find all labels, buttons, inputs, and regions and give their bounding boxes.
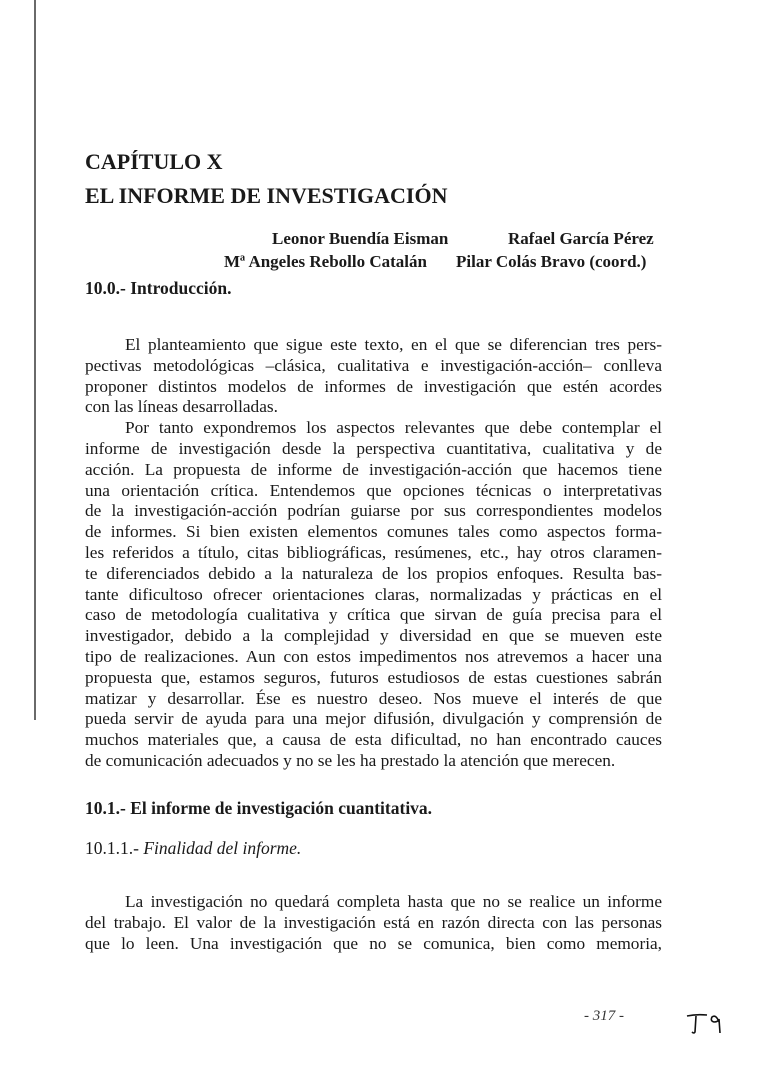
author-name: Mª Angeles Rebollo Catalán xyxy=(224,252,427,271)
handwritten-t9-icon xyxy=(686,1012,726,1038)
text-line: del trabajo. El valor de la investigación está en razón directa con las personas xyxy=(85,912,662,932)
text-line: proponer distintos modelos de informes de investigación que estén acordes xyxy=(85,376,662,396)
scan-edge-line xyxy=(34,0,36,720)
text-line: de la investigación-acción podrían guiarse por sus correspondientes modelos xyxy=(85,501,662,521)
text-line: que lo leen. Una investigación que no se comunica, bien como memoria, xyxy=(85,933,662,953)
text-line: tipo de realizaciones. Aun con estos impedimentos nos atrevemos a hacer una xyxy=(85,646,662,666)
text-line: Por tanto expondremos los aspectos relevantes que debe contemplar el xyxy=(125,418,662,438)
subsection-heading xyxy=(85,837,301,859)
chapter-title: EL INFORME DE INVESTIGACIÓN xyxy=(85,183,448,208)
author-name: Pilar Colás Bravo (coord.) xyxy=(456,252,647,271)
text-line: investigador, debido a la complejidad y diversidad en que se mueven este xyxy=(85,626,662,646)
text-line: El planteamiento que sigue este texto, en el que se diferencian tres pers- xyxy=(125,335,662,354)
author-name: Rafael García Pérez xyxy=(508,229,654,248)
text-line: informe de investigación desde la perspectiva cuantitativa, cualitativa y de xyxy=(85,438,662,458)
page-number: - 317 - xyxy=(584,1008,624,1024)
text-line: una orientación crítica. Entendemos que opciones técnicas o interpretativas xyxy=(85,480,662,500)
text-line: con las líneas desarrolladas. xyxy=(85,397,278,417)
text-line: de comunicación adecuados y no se les ha prestado la atención que merecen. xyxy=(85,750,616,770)
text-line: matizar y desarrollar. Ése es nuestro deseo. Nos mueve el interés de que xyxy=(85,688,662,708)
text-line: tante dificultoso ofrecer orientaciones claras, normalizadas y prácticas en el xyxy=(85,584,662,604)
text-line: les referidos a título, citas bibliográficas, resúmenes, etc., hay otros claramen- xyxy=(85,542,662,562)
text-line: de informes. Si bien existen elementos comunes tales como aspectos forma- xyxy=(85,522,662,542)
section-heading-intro: 10.0.- Introducción. xyxy=(85,278,232,298)
text-line: acción. La propuesta de informe de investigación-acción que hacemos tiene xyxy=(85,459,662,479)
intro-body xyxy=(85,335,662,772)
text-line: te diferenciados debido a la naturaleza de los propios enfoques. Resulta bas- xyxy=(85,563,662,583)
subsection-title: Finalidad del informe. xyxy=(143,838,302,858)
text-line: caso de metodología cualitativa y crítica que sirvan de guía precisa para el xyxy=(85,605,662,625)
author-name: Leonor Buendía Eisman xyxy=(272,229,449,248)
text-line: La investigación no quedará completa hasta que no se realice un informe xyxy=(125,892,662,911)
text-line: pueda servir de ayuda para una mejor difusión, divulgación y comprensión de xyxy=(85,709,662,729)
section-heading-quantitative: 10.1.- El informe de investigación cuantitativa. xyxy=(85,798,433,818)
text-line: pectivas metodológicas –clásica, cualitativa e investigación-acción– conlleva xyxy=(85,355,662,375)
subsection-number: 10.1.1.- xyxy=(85,838,144,858)
chapter-label: CAPÍTULO X xyxy=(85,149,223,174)
text-line: propuesta que, estamos seguros, futuros estudiosos de estas cuestiones sabrán xyxy=(85,667,662,687)
handwritten-mark xyxy=(686,1012,726,1043)
quant-paragraph xyxy=(85,892,662,954)
text-line: muchos materiales que, a causa de esta dificultad, no han encontrado cauces xyxy=(85,730,662,750)
